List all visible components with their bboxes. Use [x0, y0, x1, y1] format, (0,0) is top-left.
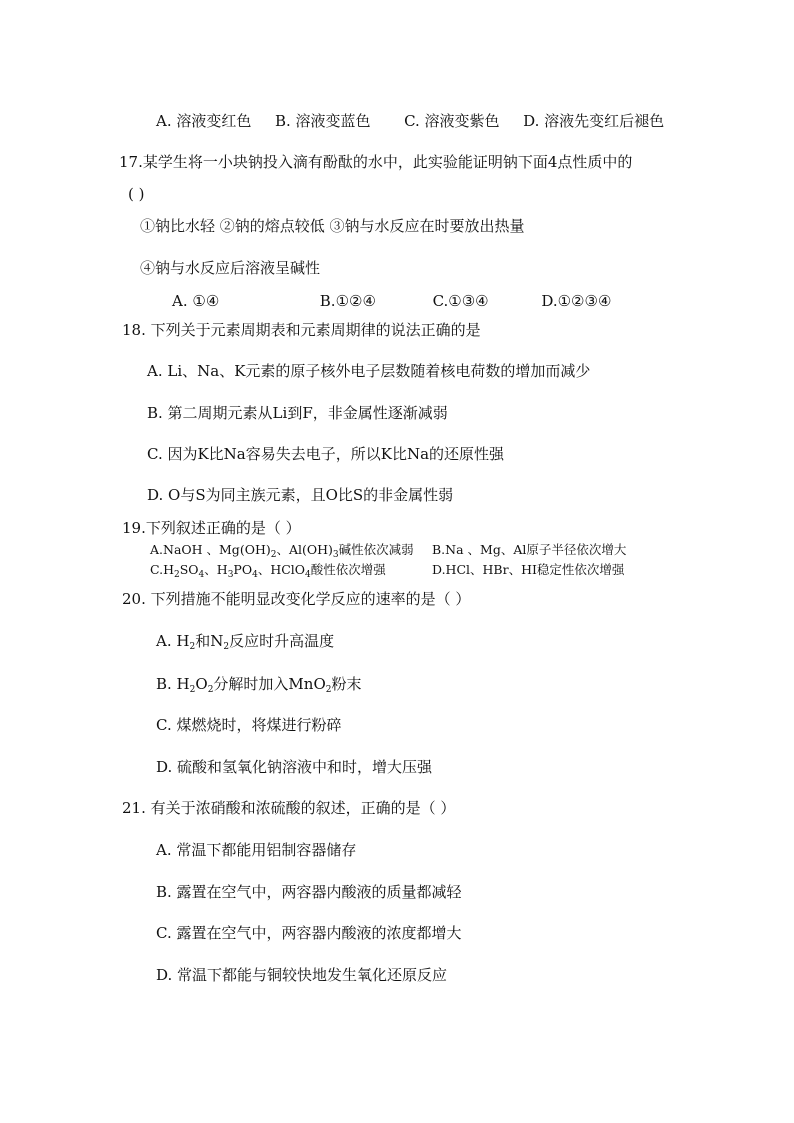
q17-option-a: A. ①④ — [172, 292, 220, 310]
q18-option-c: C. 因为K比Na容易失去电子，所以K比Na的还原性强 — [147, 445, 505, 463]
q18-option-b: B. 第二周期元素从Li到F，非金属性逐渐减弱 — [147, 404, 448, 422]
q17-option-c: C.①③④ — [432, 292, 489, 310]
q16-option-c: C. 溶液变紫色 — [404, 112, 500, 130]
q19-option-d: D.HCl、HBr、HI稳定性依次增强 — [432, 562, 625, 577]
q20-stem: 20. 下列措施不能明显改变化学反应的速率的是（ ） — [122, 590, 471, 608]
q17-blank: ( ) — [128, 185, 145, 203]
q18-stem: 18. 下列关于元素周期表和元素周期律的说法正确的是 — [122, 321, 481, 339]
q18-option-d: D. O与S为同主族元素，且O比S的非金属性弱 — [147, 486, 454, 504]
q17-option-d: D.①②③④ — [541, 292, 612, 310]
q21-option-c: C. 露置在空气中，两容器内酸液的浓度都增大 — [156, 924, 462, 942]
q19-option-c: $C.H_2SO_4$、$H_3PO_4$、HClO$_4$酸性依次增强 — [150, 562, 386, 580]
q18-option-a: A. Li、Na、K元素的原子核外电子层数随着核电荷数的增加而减少 — [147, 362, 591, 380]
q17-stem: 17.某学生将一小块钠投入滴有酚酞的水中，此实验能证明钠下面4点性质中的 — [119, 153, 633, 171]
q16-option-a: A. 溶液变红色 — [156, 112, 252, 130]
q21-option-b: B. 露置在空气中，两容器内酸液的质量都减轻 — [156, 883, 462, 901]
q20-option-d: D. 硫酸和氢氧化钠溶液中和时，增大压强 — [156, 758, 433, 776]
q21-option-a: A. 常温下都能用铝制容器储存 — [156, 841, 357, 859]
q20-option-c: C. 煤燃烧时，将煤进行粉碎 — [156, 716, 342, 734]
q16-option-b: B. 溶液变蓝色 — [274, 112, 371, 130]
q21-option-d: D. 常温下都能与铜较快地发生氧化还原反应 — [156, 966, 448, 984]
q17-options — [172, 291, 611, 311]
q20-option-a: A. $H_2$和$N_2$反应时升高温度 — [156, 632, 335, 652]
q17-properties-line-1: ①钠比水轻 ②钠的熔点较低 ③钠与水反应在时要放出热量 — [140, 217, 525, 235]
q21-stem: 21. 有关于浓硝酸和浓硫酸的叙述，正确的是（ ） — [122, 799, 456, 817]
q17-properties-line-2: ④钠与水反应后溶液呈碱性 — [140, 259, 321, 277]
q19-option-b: B.Na 、Mg、Al原子半径依次增大 — [432, 542, 627, 557]
q16-options — [156, 111, 664, 131]
q19-option-a: A.NaOH 、$Mg(OH)_2$、$Al(OH)_3$碱性依次减弱 — [150, 542, 414, 560]
q17-option-b: B.①②④ — [319, 292, 376, 310]
q20-option-b: B. $H_2O_2$分解时加入MnO$_2$粉末 — [156, 675, 362, 695]
q16-option-d: D. 溶液先变红后褪色 — [523, 112, 665, 130]
q19-stem: 19.下列叙述正确的是（ ） — [122, 519, 301, 537]
